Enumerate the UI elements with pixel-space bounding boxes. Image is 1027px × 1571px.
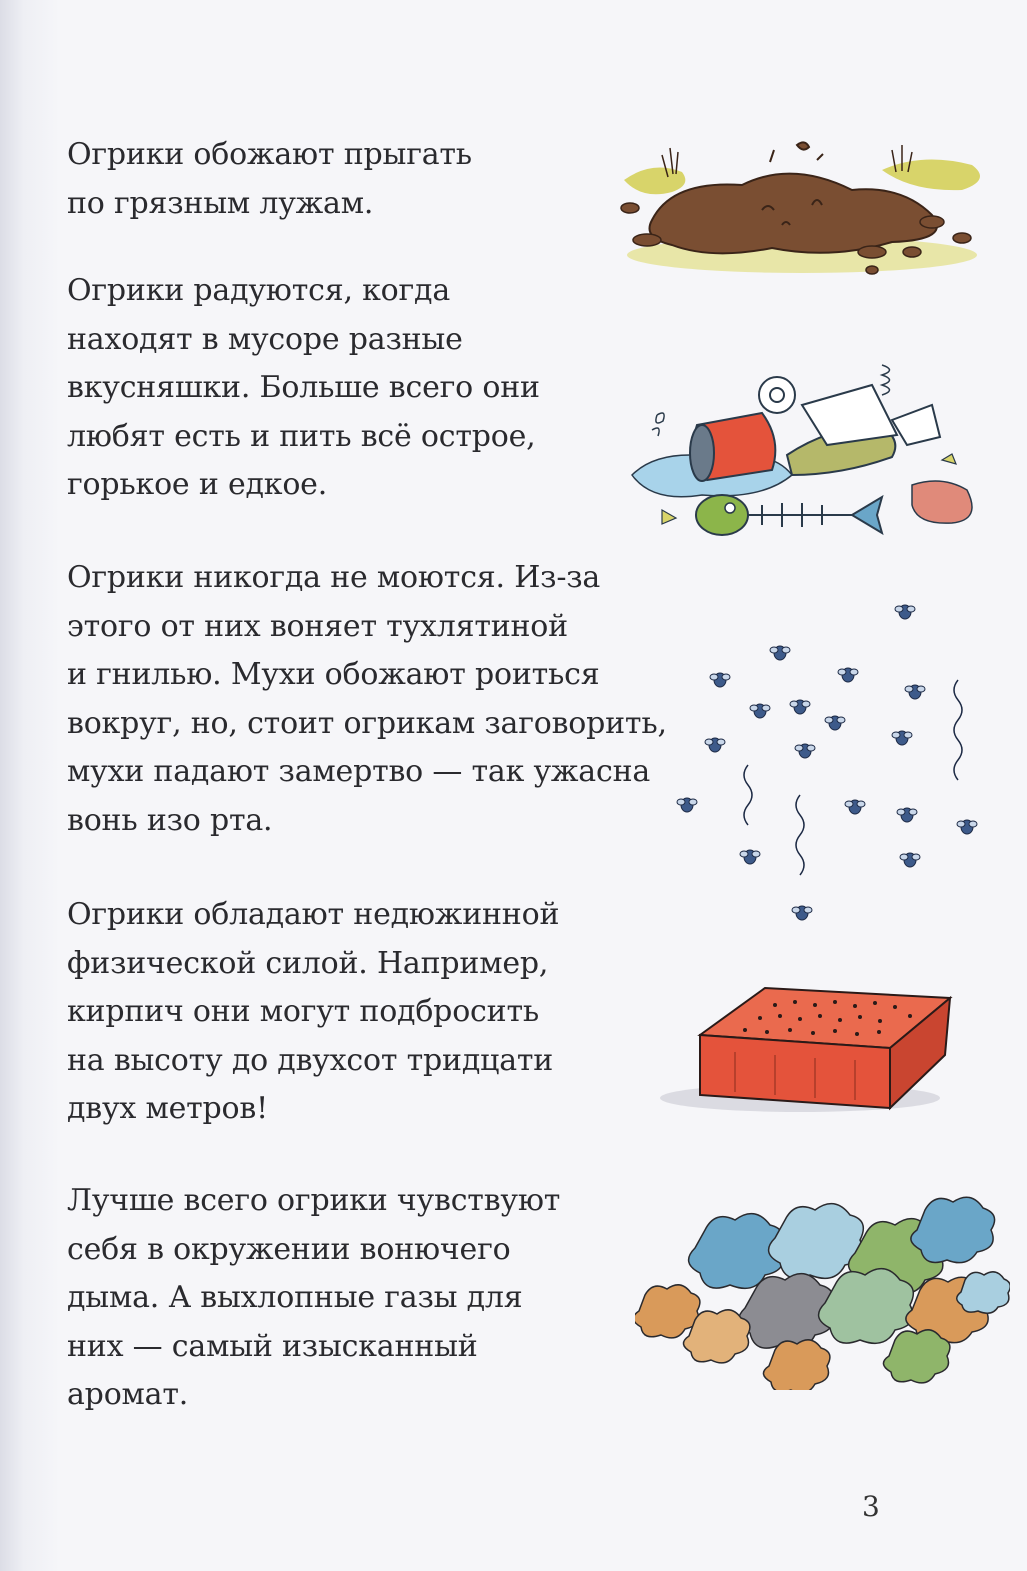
text-line: на высоту до двухсот тридцати bbox=[67, 1042, 554, 1078]
text-line: вкусняшки. Больше всего они bbox=[67, 370, 540, 405]
text-line: Лучше всего огрики чувствуют bbox=[67, 1183, 561, 1218]
fly-icon bbox=[770, 646, 790, 660]
paragraph-puddles bbox=[67, 131, 667, 228]
text-line: дыма. А выхлопные газы для bbox=[67, 1280, 523, 1315]
fly-icon bbox=[677, 798, 697, 812]
text-line: вокруг, но, стоит огрикам заговорить, bbox=[67, 705, 667, 741]
page-binding-shadow bbox=[0, 0, 60, 1571]
mud-puddle-illustration bbox=[612, 130, 1002, 280]
fly-icon bbox=[825, 716, 845, 730]
text-line: физической силой. Например, bbox=[67, 945, 549, 981]
fly-icon bbox=[790, 700, 810, 714]
fly-icon bbox=[705, 738, 725, 752]
text-line: аромат. bbox=[67, 1377, 189, 1412]
text-line: любят есть и пить всё острое, bbox=[67, 418, 536, 454]
fly-icon bbox=[838, 668, 858, 682]
paragraph-smoke bbox=[67, 1177, 667, 1420]
text-line: Огрики никогда не моются. Из-за bbox=[67, 560, 601, 595]
fly-icon bbox=[845, 800, 865, 814]
fly-icon bbox=[897, 808, 917, 822]
text-line: кирпич они могут подбросить bbox=[67, 994, 539, 1029]
fly-icon bbox=[792, 906, 812, 920]
text-line: этого от них воняет тухлятиной bbox=[67, 608, 568, 644]
text-line: горькое и едкое. bbox=[67, 467, 328, 502]
text-line: Огрики обожают прыгать bbox=[67, 137, 472, 172]
text-line: мухи падают замертво — так ужасна bbox=[67, 754, 651, 789]
smoke-clouds-illustration bbox=[635, 1190, 1010, 1390]
red-brick-illustration bbox=[655, 980, 955, 1120]
fly-icon bbox=[957, 820, 977, 834]
garbage-pile-illustration bbox=[622, 345, 992, 545]
text-line: Огрики обладают недюжинной bbox=[67, 897, 560, 932]
paragraph-flies bbox=[67, 554, 667, 845]
flies-swarm-illustration bbox=[670, 595, 990, 925]
fly-icon bbox=[795, 744, 815, 758]
fly-icon bbox=[900, 853, 920, 867]
fly-icon bbox=[740, 850, 760, 864]
text-line: находят в мусоре разные bbox=[67, 321, 463, 357]
page-number: 3 bbox=[862, 1490, 880, 1523]
text-line: вонь изо рта. bbox=[67, 802, 273, 838]
fly-icon bbox=[892, 731, 912, 745]
text-line: себя в окружении вонючего bbox=[67, 1231, 511, 1267]
text-line: двух метров! bbox=[67, 1091, 268, 1126]
text-line: Огрики радуются, когда bbox=[67, 273, 451, 308]
text-line: по грязным лужам. bbox=[67, 185, 374, 221]
fly-icon bbox=[895, 605, 915, 619]
text-line: и гнилью. Мухи обожают роиться bbox=[67, 657, 600, 692]
paragraph-garbage bbox=[67, 267, 667, 510]
paragraph-strength bbox=[67, 891, 667, 1134]
fly-icon bbox=[905, 685, 925, 699]
fly-icon bbox=[750, 704, 770, 718]
fly-icon bbox=[710, 673, 730, 687]
text-line: них — самый изысканный bbox=[67, 1328, 478, 1364]
